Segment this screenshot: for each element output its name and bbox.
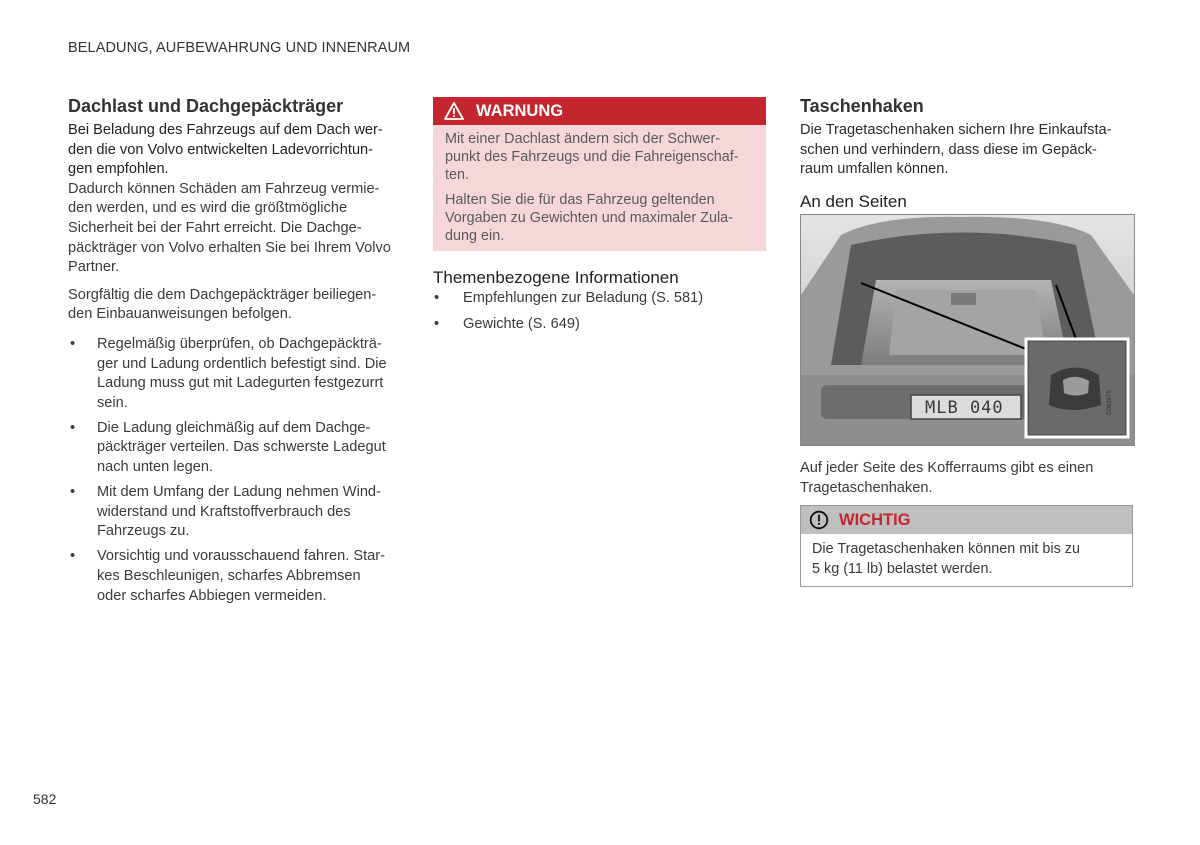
trunk-photo — [800, 214, 1135, 446]
warning-text-2: Halten Sie die für das Fahrzeug geltenden Vorgaben zu Gewichten und maximaler Zula- dung ein. — [445, 192, 733, 244]
bullet-icon: • — [434, 315, 440, 332]
page-number: 582 — [33, 791, 57, 807]
list-item: • Regelmäßig überprüfen, ob Dachgepäckträ- ger und Ladung ordentlich befestigt sind. Die Ladung muss gut mit Ladegurten festgezurrt sein. — [70, 335, 387, 411]
list-item: • Mit dem Umfang der Ladung nehmen Wind- widerstand und Kraftstoffverbrauch des Fahrzeugs zu. — [70, 484, 381, 540]
bag-hooks-title: Taschenhaken — [800, 96, 924, 116]
related-link[interactable]: • Gewichte (S. 649) — [433, 315, 763, 335]
sides-subtitle: An den Seiten — [800, 192, 907, 211]
warning-body — [433, 125, 766, 246]
bullet-icon: • — [434, 290, 440, 306]
important-box — [800, 505, 1133, 587]
important-text: Die Tragetaschenhaken können mit bis zu 5 kg (11 lb) belastet werden. — [812, 541, 1080, 577]
list-item: • Vorsichtig und vorausschauend fahren. Star- kes Beschleunigen, scharfes Abbremsen oder scharfes Abbiegen vermeiden. — [70, 548, 385, 604]
related-link[interactable]: • Empfehlungen zur Beladung (S. 581) — [433, 289, 763, 309]
roof-load-bullet-list — [68, 335, 413, 606]
photo-caption: Auf jeder Seite des Kofferraums gibt es einen Tragetaschenhaken. — [800, 460, 1094, 496]
important-label: WICHTIG — [839, 510, 911, 529]
important-header — [801, 506, 1132, 534]
warning-triangle-icon — [444, 102, 464, 120]
bullet-icon: • — [70, 419, 76, 436]
roof-load-paragraph-1: Dadurch können Schäden am Fahrzeug vermie- den werden, und es wird die größtmögliche Sicherheit bei der Fahrt erreicht. Die Dachge- päckträger von Volvo erhalten Sie bei Ihrem Volvo Partner. — [68, 180, 391, 276]
roof-load-paragraph-2: Sorgfältig die dem Dachgepäckträger beiliegen- den Einbauanweisungen befolgen. — [68, 286, 377, 323]
roof-load-lead: Bei Beladung des Fahrzeugs auf dem Dach wer- den die von Volvo entwickelten Ladevorrichtun- gen empfohlen. — [68, 122, 383, 178]
bullet-icon: • — [70, 484, 76, 501]
bullet-icon: • — [70, 335, 76, 352]
related-info-list — [433, 289, 763, 334]
image-code: G062675 — [1107, 390, 1113, 415]
license-plate: MLB 040 — [925, 398, 1004, 418]
warning-label: WARNUNG — [476, 101, 564, 120]
bullet-icon: • — [70, 548, 76, 565]
list-item: • Die Ladung gleichmäßig auf dem Dachge- päckträger verteilen. Das schwerste Ladegut nach unten legen. — [70, 419, 386, 475]
warning-header — [433, 97, 766, 125]
related-info-title: Themenbezogene Informationen — [433, 268, 679, 287]
roof-load-title: Dachlast und Dachgepäckträger — [68, 96, 344, 116]
bag-hooks-intro: Die Tragetaschenhaken sichern Ihre Einkaufsta- schen und verhindern, dass diese im Gepäck- raum umfallen können. — [800, 122, 1112, 178]
roof-load-content — [68, 121, 413, 612]
warning-box — [433, 97, 766, 251]
exclamation-circle-icon — [809, 510, 829, 530]
warning-text-1: Mit einer Dachlast ändern sich der Schwer- punkt des Fahrzeugs und die Fahreigenschaf- ten. — [445, 131, 739, 183]
section-header: BELADUNG, AUFBEWAHRUNG UND INNENRAUM — [68, 40, 411, 56]
